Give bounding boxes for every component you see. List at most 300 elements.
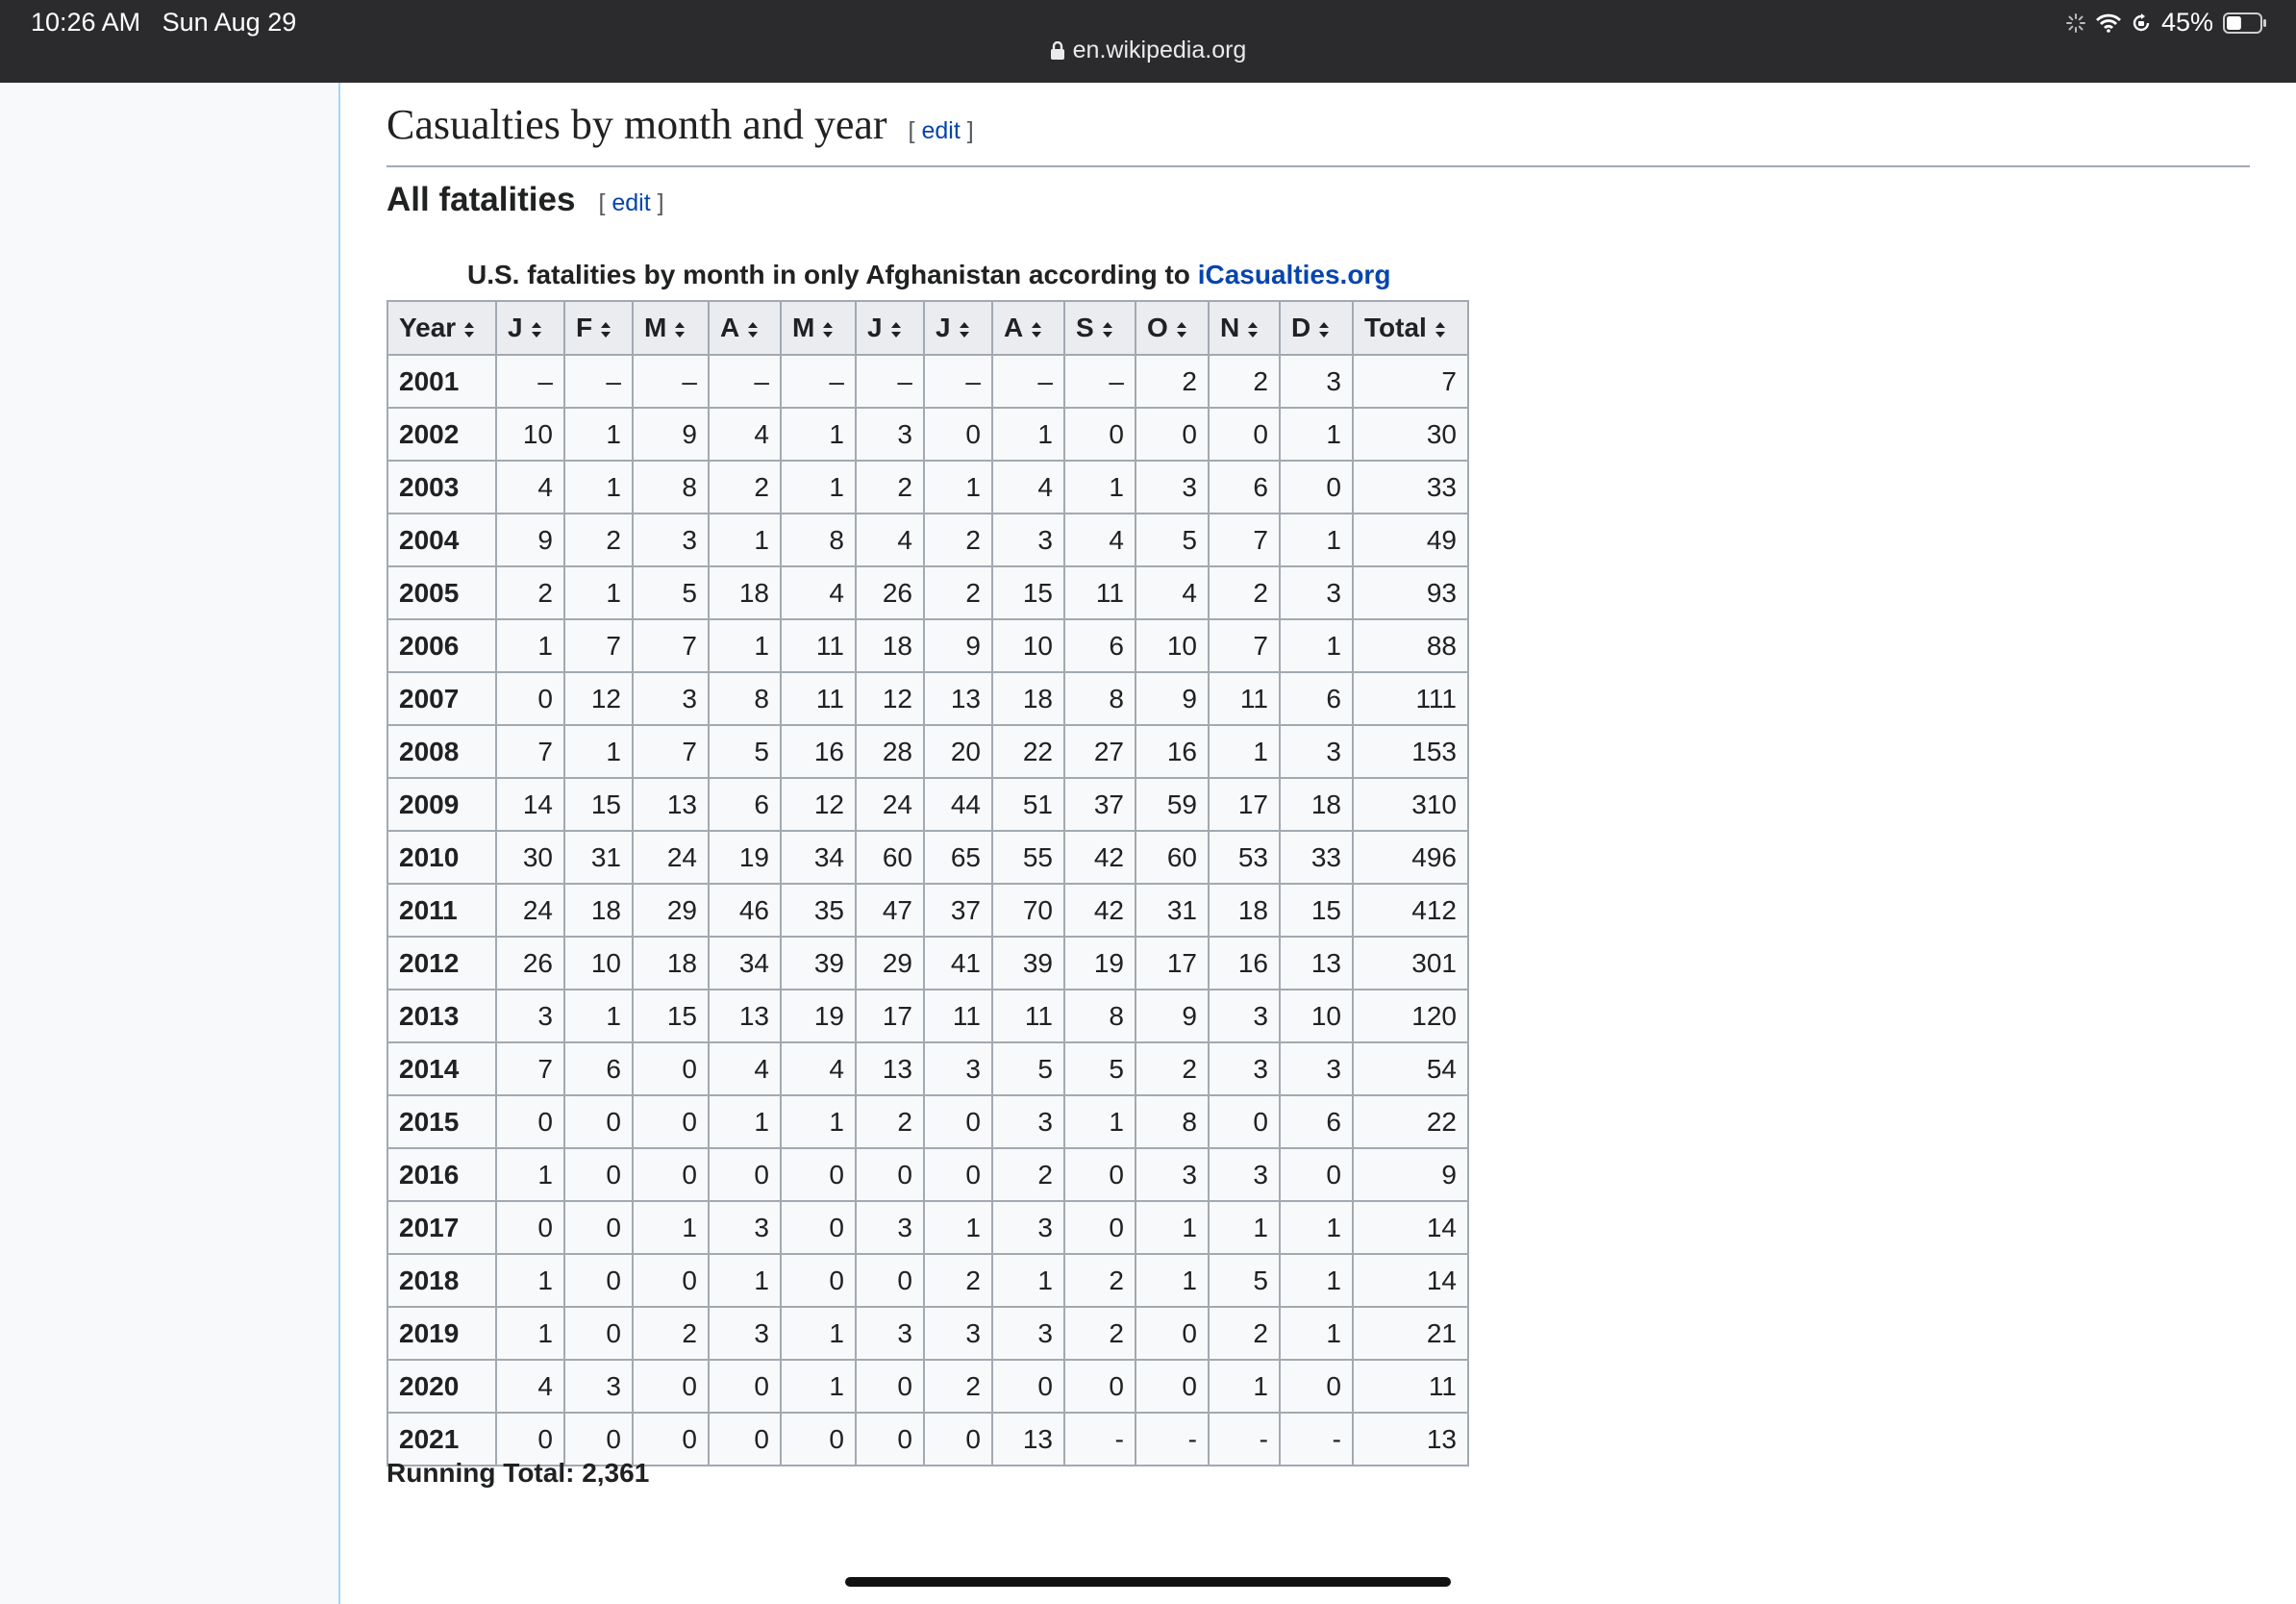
month-cell: 9 <box>496 514 564 566</box>
month-cell: 39 <box>992 937 1064 990</box>
month-cell: 19 <box>781 990 856 1042</box>
address-bar[interactable] <box>0 37 2296 64</box>
month-cell: 0 <box>1136 408 1209 461</box>
month-cell: 29 <box>633 884 709 937</box>
month-cell: 2 <box>992 1148 1064 1201</box>
table-row <box>387 355 1468 408</box>
month-cell: 0 <box>633 1360 709 1413</box>
column-header-label: Year <box>399 313 457 342</box>
month-cell: 4 <box>1064 514 1136 566</box>
month-cell: 0 <box>992 1360 1064 1413</box>
month-cell: 1 <box>992 1254 1064 1307</box>
row-total-cell: 93 <box>1353 566 1468 619</box>
month-cell: 2 <box>1136 1042 1209 1095</box>
running-total: Running Total: 2,361 <box>387 1458 650 1488</box>
month-cell: 0 <box>1064 408 1136 461</box>
month-cell: 10 <box>1280 990 1353 1042</box>
table-row <box>387 1042 1468 1095</box>
month-cell: 6 <box>709 778 781 831</box>
month-cell: 11 <box>924 990 992 1042</box>
month-cell: 47 <box>856 884 924 937</box>
month-cell: 1 <box>1280 1254 1353 1307</box>
table-body <box>387 355 1468 1466</box>
month-cell: 60 <box>1136 831 1209 884</box>
month-cell: 4 <box>496 461 564 514</box>
home-indicator[interactable] <box>845 1577 1451 1587</box>
month-cell: 1 <box>709 619 781 672</box>
month-cell: 33 <box>1280 831 1353 884</box>
section-heading <box>387 100 2250 167</box>
month-cell: 6 <box>1064 619 1136 672</box>
month-cell: 12 <box>856 672 924 725</box>
column-header[interactable] <box>709 301 781 355</box>
left-sidebar <box>0 83 340 1604</box>
month-cell: 6 <box>1209 461 1280 514</box>
month-cell: 24 <box>856 778 924 831</box>
month-cell: 29 <box>856 937 924 990</box>
month-cell: 1 <box>1209 1360 1280 1413</box>
row-year: 2016 <box>387 1148 496 1201</box>
month-cell: 3 <box>1280 566 1353 619</box>
row-year: 2012 <box>387 937 496 990</box>
row-total-cell: 49 <box>1353 514 1468 566</box>
row-total-cell: 14 <box>1353 1254 1468 1307</box>
month-cell: 7 <box>1209 619 1280 672</box>
month-cell: 18 <box>564 884 633 937</box>
month-cell: 7 <box>496 725 564 778</box>
month-cell: 4 <box>709 408 781 461</box>
month-cell: 1 <box>1209 1201 1280 1254</box>
status-date: Sun Aug 29 <box>162 8 297 37</box>
month-cell: 1 <box>709 1095 781 1148</box>
month-cell: 8 <box>1064 672 1136 725</box>
month-cell: 6 <box>564 1042 633 1095</box>
fatalities-table <box>387 300 1469 1466</box>
month-cell: 9 <box>1136 672 1209 725</box>
month-cell: 4 <box>992 461 1064 514</box>
month-cell: 15 <box>633 990 709 1042</box>
month-cell: 1 <box>496 1254 564 1307</box>
month-cell: 51 <box>992 778 1064 831</box>
row-year: 2008 <box>387 725 496 778</box>
month-cell: 7 <box>496 1042 564 1095</box>
month-cell: 39 <box>781 937 856 990</box>
month-cell: 4 <box>1136 566 1209 619</box>
status-time-date <box>31 8 296 38</box>
month-cell: 1 <box>781 1095 856 1148</box>
column-header[interactable] <box>924 301 992 355</box>
month-cell: 13 <box>709 990 781 1042</box>
activity-icon <box>2065 13 2086 34</box>
month-cell: 0 <box>633 1042 709 1095</box>
month-cell: 0 <box>709 1360 781 1413</box>
month-cell: 30 <box>496 831 564 884</box>
month-cell: 11 <box>992 990 1064 1042</box>
column-header[interactable] <box>781 301 856 355</box>
month-cell: 6 <box>1280 1095 1353 1148</box>
month-cell: 5 <box>709 725 781 778</box>
month-cell: 3 <box>496 990 564 1042</box>
month-cell: 1 <box>1280 619 1353 672</box>
month-cell: 0 <box>564 1095 633 1148</box>
month-cell: 37 <box>1064 778 1136 831</box>
month-cell: 3 <box>1209 1148 1280 1201</box>
month-cell: 0 <box>781 1254 856 1307</box>
table-row <box>387 1148 1468 1201</box>
month-cell: 53 <box>1209 831 1280 884</box>
month-cell: 18 <box>633 937 709 990</box>
header-row <box>387 301 1468 355</box>
month-cell: – <box>856 355 924 408</box>
row-total-cell: 301 <box>1353 937 1468 990</box>
month-cell: 0 <box>1136 1307 1209 1360</box>
table-row <box>387 937 1468 990</box>
row-total-cell: 7 <box>1353 355 1468 408</box>
month-cell: 28 <box>856 725 924 778</box>
month-cell: 9 <box>633 408 709 461</box>
month-cell: 1 <box>924 1201 992 1254</box>
column-header[interactable] <box>1353 301 1468 355</box>
month-cell: 1 <box>1136 1254 1209 1307</box>
month-cell: 15 <box>992 566 1064 619</box>
column-header-label: J <box>508 313 523 342</box>
row-year: 2006 <box>387 619 496 672</box>
lock-icon <box>1050 41 1065 61</box>
sort-icon <box>1435 321 1446 338</box>
month-cell: 4 <box>496 1360 564 1413</box>
month-cell: 1 <box>781 1307 856 1360</box>
row-total-cell: 9 <box>1353 1148 1468 1201</box>
row-total-cell: 111 <box>1353 672 1468 725</box>
month-cell: 1 <box>1136 1201 1209 1254</box>
month-cell: 24 <box>633 831 709 884</box>
month-cell: 18 <box>709 566 781 619</box>
month-cell: 1 <box>781 1360 856 1413</box>
month-cell: 0 <box>1209 408 1280 461</box>
month-cell: 17 <box>1209 778 1280 831</box>
sort-icon <box>959 321 970 338</box>
month-cell: 27 <box>1064 725 1136 778</box>
month-cell: 3 <box>992 1201 1064 1254</box>
month-cell: 3 <box>564 1360 633 1413</box>
month-cell: 3 <box>709 1201 781 1254</box>
month-cell: 1 <box>1280 1201 1353 1254</box>
month-cell: 0 <box>633 1413 709 1466</box>
row-year: 2021 <box>387 1413 496 1466</box>
month-cell: 16 <box>781 725 856 778</box>
month-cell: – <box>992 355 1064 408</box>
month-cell: 0 <box>781 1148 856 1201</box>
month-cell: 7 <box>1209 514 1280 566</box>
month-cell: 0 <box>633 1095 709 1148</box>
row-year: 2001 <box>387 355 496 408</box>
month-cell: 3 <box>856 1201 924 1254</box>
subsection-edit-link[interactable]: edit <box>611 189 651 216</box>
month-cell: 0 <box>496 1413 564 1466</box>
month-cell: 1 <box>564 990 633 1042</box>
month-cell: 1 <box>1280 514 1353 566</box>
month-cell: 1 <box>496 1307 564 1360</box>
month-cell: 0 <box>1064 1360 1136 1413</box>
month-cell: 6 <box>1280 672 1353 725</box>
month-cell: 2 <box>924 1254 992 1307</box>
month-cell: 0 <box>496 672 564 725</box>
month-cell: 3 <box>1280 355 1353 408</box>
column-header[interactable] <box>992 301 1064 355</box>
month-cell: 1 <box>709 514 781 566</box>
url-text: en.wikipedia.org <box>1072 37 1247 63</box>
row-year: 2014 <box>387 1042 496 1095</box>
column-header-label: A <box>720 313 740 342</box>
month-cell: 1 <box>709 1254 781 1307</box>
table-row <box>387 672 1468 725</box>
sort-icon <box>531 321 542 338</box>
month-cell: 0 <box>496 1201 564 1254</box>
month-cell: 70 <box>992 884 1064 937</box>
table-row <box>387 408 1468 461</box>
month-cell: 1 <box>1064 461 1136 514</box>
column-header-label: Total <box>1364 313 1427 342</box>
month-cell: 3 <box>856 1307 924 1360</box>
month-cell: 7 <box>633 725 709 778</box>
month-cell: 55 <box>992 831 1064 884</box>
month-cell: 16 <box>1136 725 1209 778</box>
month-cell: 1 <box>924 461 992 514</box>
column-header[interactable] <box>1280 301 1353 355</box>
column-header-label: J <box>867 313 883 342</box>
month-cell: 0 <box>1280 461 1353 514</box>
month-cell: 2 <box>564 514 633 566</box>
column-header-label: S <box>1076 313 1094 342</box>
month-cell: 13 <box>1280 937 1353 990</box>
column-header[interactable] <box>633 301 709 355</box>
month-cell: – <box>633 355 709 408</box>
row-year: 2005 <box>387 566 496 619</box>
month-cell: 2 <box>1064 1254 1136 1307</box>
row-total-cell: 496 <box>1353 831 1468 884</box>
month-cell: 17 <box>856 990 924 1042</box>
column-header[interactable] <box>856 301 924 355</box>
month-cell: – <box>781 355 856 408</box>
column-header-label: N <box>1220 313 1240 342</box>
row-total-cell: 310 <box>1353 778 1468 831</box>
row-year: 2015 <box>387 1095 496 1148</box>
status-indicators <box>2065 8 2267 38</box>
month-cell: 0 <box>1209 1095 1280 1148</box>
month-cell: 4 <box>709 1042 781 1095</box>
column-header[interactable] <box>1209 301 1280 355</box>
month-cell: 2 <box>709 461 781 514</box>
month-cell: 1 <box>992 408 1064 461</box>
sort-icon <box>600 321 611 338</box>
month-cell: 11 <box>781 672 856 725</box>
table-row <box>387 1254 1468 1307</box>
month-cell: 3 <box>992 514 1064 566</box>
section-edit-link[interactable]: edit <box>921 117 961 144</box>
month-cell: 0 <box>564 1413 633 1466</box>
subsection-title: All fatalities <box>387 181 576 218</box>
month-cell: - <box>1136 1413 1209 1466</box>
month-cell: 7 <box>633 619 709 672</box>
month-cell: 3 <box>1209 990 1280 1042</box>
month-cell: 2 <box>856 461 924 514</box>
table-row <box>387 1360 1468 1413</box>
month-cell: 0 <box>856 1360 924 1413</box>
month-cell: 3 <box>924 1042 992 1095</box>
month-cell: - <box>1064 1413 1136 1466</box>
table-row <box>387 461 1468 514</box>
month-cell: 42 <box>1064 884 1136 937</box>
month-cell: 18 <box>856 619 924 672</box>
row-total-cell: 30 <box>1353 408 1468 461</box>
month-cell: 41 <box>924 937 992 990</box>
month-cell: 3 <box>992 1095 1064 1148</box>
month-cell: - <box>1280 1413 1353 1466</box>
row-year: 2018 <box>387 1254 496 1307</box>
month-cell: 2 <box>1136 355 1209 408</box>
month-cell: 3 <box>1209 1042 1280 1095</box>
month-cell: 13 <box>924 672 992 725</box>
month-cell: – <box>564 355 633 408</box>
month-cell: 8 <box>633 461 709 514</box>
month-cell: 0 <box>633 1148 709 1201</box>
sort-icon <box>822 321 834 338</box>
orientation-lock-icon <box>2131 13 2152 34</box>
month-cell: 3 <box>924 1307 992 1360</box>
table-caption <box>467 260 1390 290</box>
month-cell: 18 <box>1280 778 1353 831</box>
month-cell: – <box>709 355 781 408</box>
table-row <box>387 1095 1468 1148</box>
row-total-cell: 54 <box>1353 1042 1468 1095</box>
column-header-label: M <box>644 313 667 342</box>
month-cell: 4 <box>856 514 924 566</box>
month-cell: 59 <box>1136 778 1209 831</box>
month-cell: 0 <box>633 1254 709 1307</box>
row-year: 2020 <box>387 1360 496 1413</box>
month-cell: 9 <box>924 619 992 672</box>
row-total-cell: 22 <box>1353 1095 1468 1148</box>
month-cell: 5 <box>992 1042 1064 1095</box>
month-cell: 3 <box>1280 1042 1353 1095</box>
row-total-cell: 33 <box>1353 461 1468 514</box>
month-cell: 3 <box>856 408 924 461</box>
row-total-cell: 153 <box>1353 725 1468 778</box>
subsection-heading <box>387 181 664 219</box>
month-cell: 1 <box>1280 1307 1353 1360</box>
row-year: 2002 <box>387 408 496 461</box>
month-cell: 0 <box>1136 1360 1209 1413</box>
month-cell: 10 <box>564 937 633 990</box>
row-total-cell: 412 <box>1353 884 1468 937</box>
table-row <box>387 884 1468 937</box>
month-cell: 2 <box>1064 1307 1136 1360</box>
month-cell: 13 <box>856 1042 924 1095</box>
month-cell: 0 <box>1280 1148 1353 1201</box>
column-header[interactable] <box>496 301 564 355</box>
column-header-label: F <box>576 313 593 342</box>
sort-icon <box>1176 321 1187 338</box>
month-cell: 5 <box>1209 1254 1280 1307</box>
month-cell: 0 <box>856 1254 924 1307</box>
month-cell: 11 <box>1209 672 1280 725</box>
month-cell: 12 <box>564 672 633 725</box>
month-cell: – <box>1064 355 1136 408</box>
month-cell: - <box>1209 1413 1280 1466</box>
icasualties-link[interactable]: iCasualties.org <box>1197 260 1391 289</box>
row-year: 2010 <box>387 831 496 884</box>
section-title: Casualties by month and year <box>387 101 887 148</box>
month-cell: 0 <box>856 1148 924 1201</box>
sort-icon <box>674 321 686 338</box>
month-cell: 1 <box>633 1201 709 1254</box>
sort-icon <box>1318 321 1330 338</box>
month-cell: 0 <box>1064 1148 1136 1201</box>
sort-icon <box>1031 321 1042 338</box>
month-cell: 5 <box>1136 514 1209 566</box>
row-year: 2011 <box>387 884 496 937</box>
month-cell: 26 <box>856 566 924 619</box>
month-cell: 3 <box>992 1307 1064 1360</box>
month-cell: 1 <box>564 725 633 778</box>
month-cell: 2 <box>496 566 564 619</box>
month-cell: 18 <box>1209 884 1280 937</box>
month-cell: 3 <box>633 514 709 566</box>
row-year: 2004 <box>387 514 496 566</box>
month-cell: 0 <box>924 1148 992 1201</box>
column-header[interactable] <box>387 301 496 355</box>
month-cell: 2 <box>856 1095 924 1148</box>
column-header[interactable] <box>1064 301 1136 355</box>
month-cell: 1 <box>781 461 856 514</box>
month-cell: 10 <box>1136 619 1209 672</box>
month-cell: 2 <box>1209 355 1280 408</box>
column-header[interactable] <box>564 301 633 355</box>
table-row <box>387 1307 1468 1360</box>
column-header-label: O <box>1147 313 1168 342</box>
month-cell: 1 <box>1209 725 1280 778</box>
sort-icon <box>463 321 475 338</box>
table-row <box>387 725 1468 778</box>
month-cell: 0 <box>709 1148 781 1201</box>
sort-icon <box>1247 321 1259 338</box>
month-cell: 20 <box>924 725 992 778</box>
month-cell: 0 <box>564 1148 633 1201</box>
column-header-label: J <box>936 313 951 342</box>
row-year: 2013 <box>387 990 496 1042</box>
month-cell: 0 <box>1064 1201 1136 1254</box>
month-cell: 5 <box>1064 1042 1136 1095</box>
month-cell: 4 <box>781 1042 856 1095</box>
table-row <box>387 831 1468 884</box>
month-cell: 13 <box>633 778 709 831</box>
month-cell: 46 <box>709 884 781 937</box>
month-cell: 18 <box>992 672 1064 725</box>
sort-icon <box>1102 321 1113 338</box>
month-cell: 22 <box>992 725 1064 778</box>
month-cell: 0 <box>924 1095 992 1148</box>
month-cell: 1 <box>564 408 633 461</box>
month-cell: 8 <box>709 672 781 725</box>
battery-percent: 45% <box>2160 8 2213 37</box>
column-header[interactable] <box>1136 301 1209 355</box>
month-cell: 5 <box>633 566 709 619</box>
month-cell: 2 <box>1209 566 1280 619</box>
month-cell: 2 <box>1209 1307 1280 1360</box>
month-cell: 19 <box>709 831 781 884</box>
month-cell: 1 <box>781 408 856 461</box>
month-cell: 14 <box>496 778 564 831</box>
